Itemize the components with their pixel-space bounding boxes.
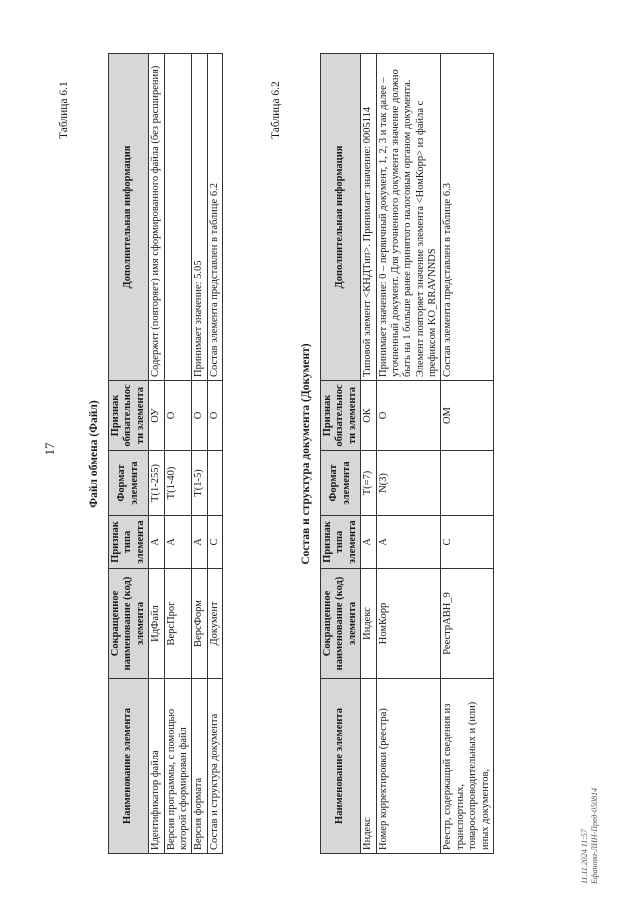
table-cell: А [376,516,441,569]
table-row [361,54,376,854]
table-cell: Принимает значение: 0 – первичный документ, 1, 2, 3 и так далее – уточненный документ. Для уточненного документа значение должно быть на 1 больше ранее принятого налоговым органом документа. Элемент повторяет значение элемента <НомКорр> из файла с префиксом KO_RRAVNNDS [376,54,441,381]
table-row [192,54,207,854]
table-cell: Т(1-255) [149,451,164,516]
table-6-2-caption: Таблица 6.2 [270,81,282,139]
table-cell: РеестрАВН_9 [441,569,494,679]
table-row [207,54,222,854]
table-cell: О [164,381,192,451]
table-cell: О [207,381,222,451]
header-cell: Дополнительная информация [321,54,361,381]
table-cell: Документ [207,569,222,679]
table-cell: Индекс [361,569,376,679]
table-cell: ОУ [149,381,164,451]
page-number: 17 [42,442,57,456]
table-cell: ОК [361,381,376,451]
table-cell: Индекс [361,679,376,854]
header-cell: Дополнительная информация [109,54,149,381]
table-cell [207,451,222,516]
header-cell: Признак обязательности элемента [321,381,361,451]
table-cell: N(3) [376,451,441,516]
header-cell: Сокращенное наименование (код) элемента [109,569,149,679]
header-cell: Признак типа элемента [321,516,361,569]
table-cell: ВерсФорм [192,569,207,679]
table-cell: А [164,516,192,569]
table-cell: Состав элемента представлен в таблице 6.3 [441,54,494,381]
table-cell: Реестр, содержащий сведения из транспортных, товаросопроводительных и (или) иных документов, [441,679,494,854]
table-6-1-title: Файл обмена (Файл) [88,400,100,508]
table-row [441,54,494,854]
table-6-1 [108,53,223,854]
table-cell: Т(=7) [361,451,376,516]
table-row [376,54,441,854]
table-cell: Т(1-40) [164,451,192,516]
document-stamp [580,788,599,884]
table-cell [164,54,192,381]
table-cell: О [192,381,207,451]
table-cell: Содержит (повторяет) имя сформированного файла (без расширения) [149,54,164,381]
table-row [149,54,164,854]
table-cell: Идентификатор файла [149,679,164,854]
header-cell: Формат элемента [109,451,149,516]
table-cell: О [376,381,441,451]
table-cell: Версия формата [192,679,207,854]
stamp-line: Ефанова-ЛИН-Пред-050814 [589,787,599,884]
table-cell: Номер корректировки (реестра) [376,679,441,854]
table-6-1-caption: Таблица 6.1 [58,81,70,139]
table-cell [441,451,494,516]
table-header-row [109,54,149,854]
table-cell: НомКорр [376,569,441,679]
table-cell: ВерсПрог [164,569,192,679]
table-header-row [321,54,361,854]
table-row [164,54,192,854]
table-cell: Состав и структура документа [207,679,222,854]
header-cell: Наименование элемента [109,679,149,854]
table-cell: А [192,516,207,569]
table-cell: А [149,516,164,569]
table-cell: ОМ [441,381,494,451]
table-cell: А [361,516,376,569]
header-cell: Сокращенное наименование (код) элемента [321,569,361,679]
header-cell: Формат элемента [321,451,361,516]
table-cell: Принимает значение: 5.05 [192,54,207,381]
table-cell: ИдФайл [149,569,164,679]
table-6-2 [320,53,494,854]
table-6-2-title: Состав и структура документа (Документ) [300,343,312,565]
header-cell: Признак типа элемента [109,516,149,569]
header-cell: Признак обязательности элемента [109,381,149,451]
table-cell: Состав элемента представлен в таблице 6.2 [207,54,222,381]
table-cell: Версия программы, с помощью которой сформирован файл [164,679,192,854]
table-cell: С [441,516,494,569]
header-cell: Наименование элемента [321,679,361,854]
table-cell: Типовой элемент <КНДТип>. Принимает значение: 0005114 [361,54,376,381]
table-cell: С [207,516,222,569]
stamp-line: 11.11.2024 11:57 [580,829,589,884]
table-cell: Т(1-5) [192,451,207,516]
